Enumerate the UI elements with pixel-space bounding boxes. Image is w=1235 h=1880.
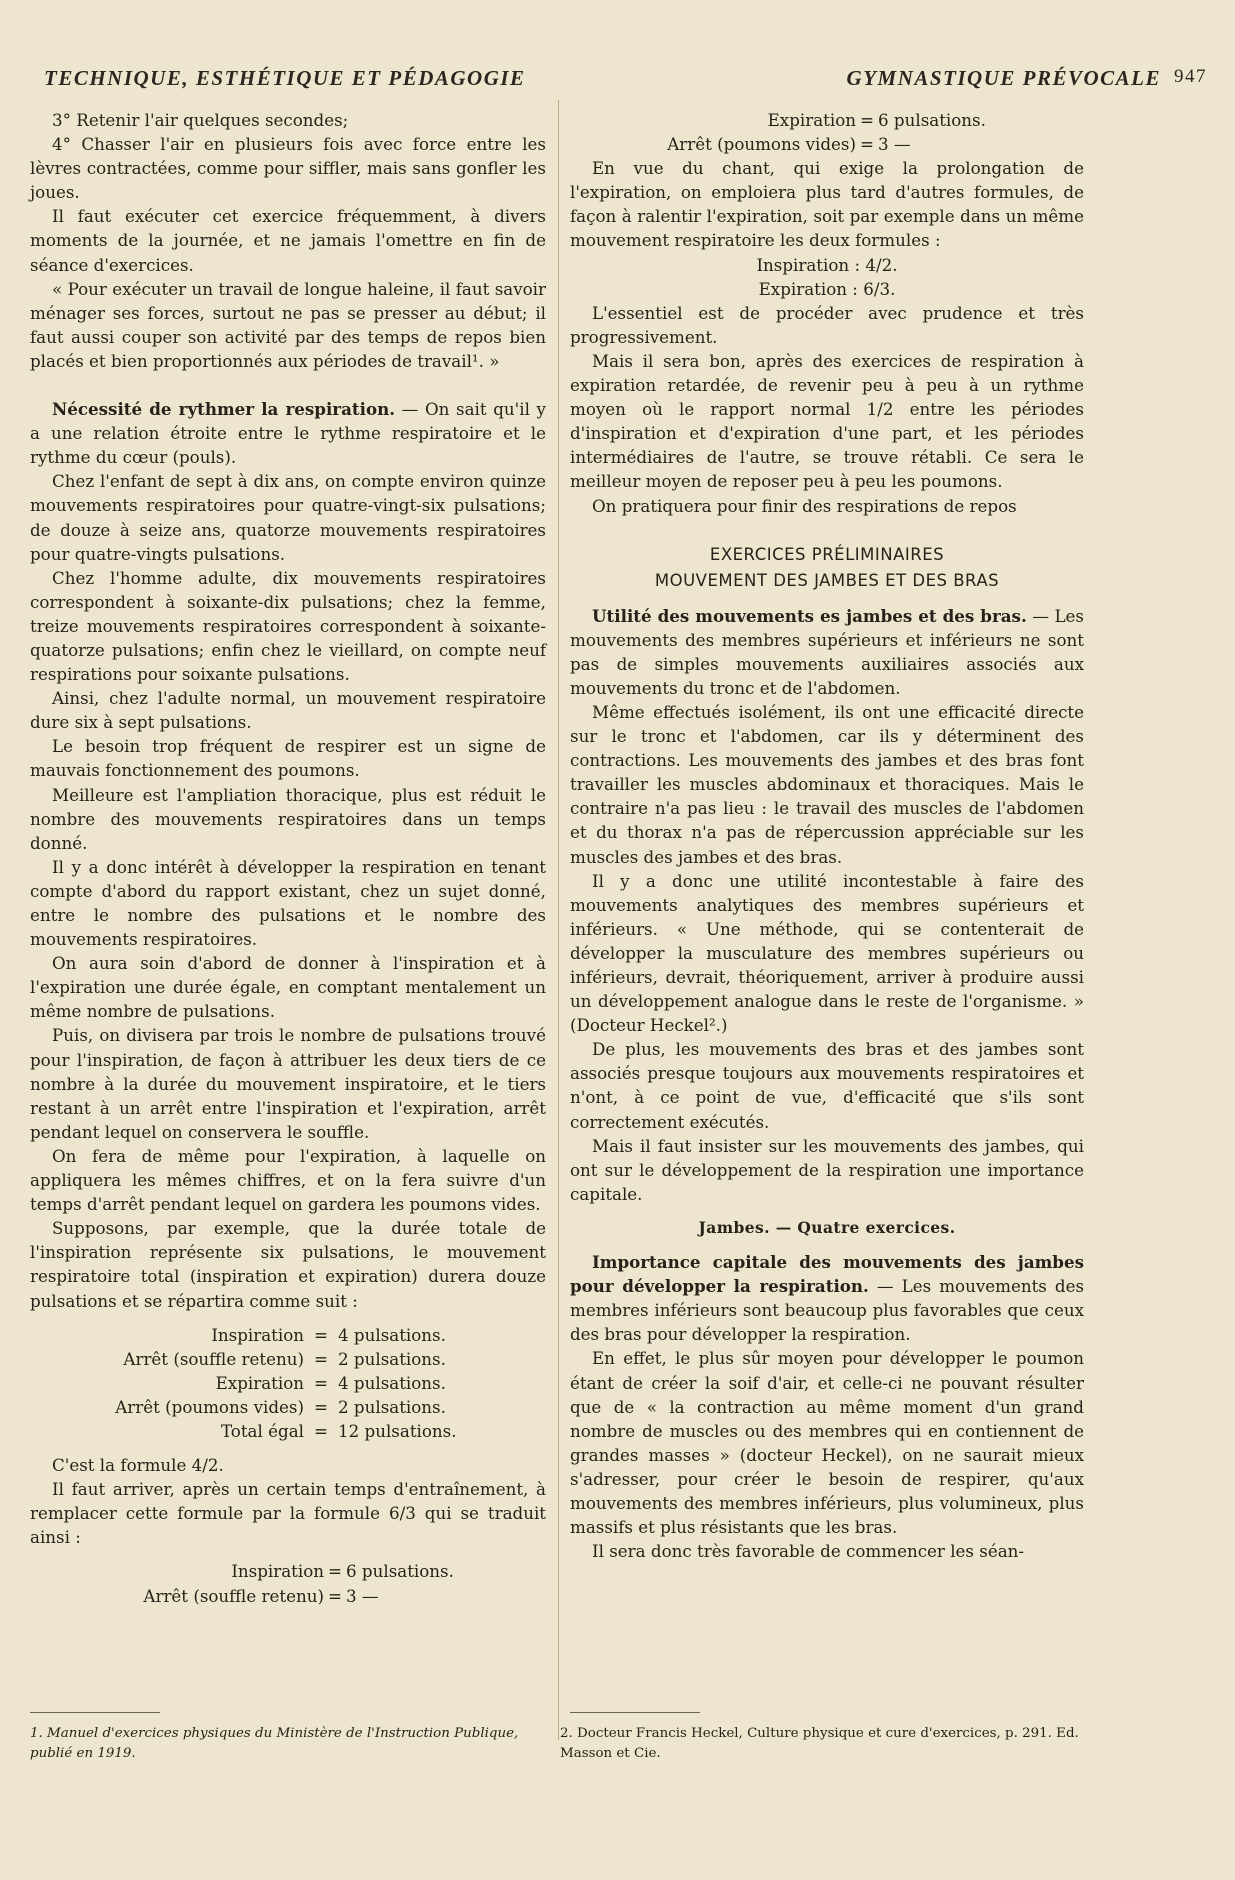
footnote-rule: [30, 1712, 160, 1713]
formula-label: Arrêt (souffle retenu): [143, 1585, 324, 1606]
paragraph: [570, 1250, 1084, 1346]
footnote-rule: [570, 1712, 700, 1713]
paragraph: C'est la formule 4/2.: [52, 1455, 224, 1476]
paragraph: Puis, on divisera par trois le nombre de pulsations trouvé pour l'inspiration, de façon à attribuer les deux tiers de ce nombre à la durée du mouvement inspiratoire, et le tiers restant à un arrêt entre l'inspiration et l'expiration, arrêt pendant lequel on conservera le souffle.: [30, 1025, 546, 1142]
formula-value: 6 pulsations.: [346, 1561, 454, 1582]
paragraph: Il y a donc une utilité incontestable à faire des mouvements analytiques des membres supérieurs et inférieurs. « Une méthode, qui se contenterait de développer la musculature des membres supérieurs ou inférieurs, devrait, théoriquement, arriver à produire aussi un développement analogue dans le reste de l'organisme. » (Docteur Heckel².): [570, 870, 1084, 1036]
paragraph: 4° Chasser l'air en plusieurs fois avec force entre les lèvres contractées, comme pour siffler, mais sans gonfler les joues.: [30, 134, 546, 203]
formula-value: 3 —: [878, 134, 911, 155]
paragraph-text: — Les mouvements des membres supérieurs et inférieurs ne sont pas de simples mouvements auxiliaires associés aux mouvements du tronc et de l'abdomen.: [570, 605, 1084, 698]
formula-row: Inspiration = 6 pulsations.: [30, 1559, 546, 1583]
paragraph: Supposons, par exemple, que la durée totale de l'inspiration représente six pulsations, le mouvement respiratoire total (inspiration et expiration) durera douze pulsations et se répartira comme suit :: [30, 1218, 546, 1311]
formula-row: Arrêt (poumons vides) = 2 pulsations.: [30, 1395, 546, 1419]
paragraph-text: — On sait qu'il y a une relation étroite entre le rythme respiratoire et le rythme du cœur (pouls).: [30, 399, 546, 468]
formula-label: Inspiration: [231, 1561, 324, 1582]
run-in-heading: Nécessité de rythmer la respiration.: [52, 399, 396, 420]
formula-label: Arrêt (souffle retenu): [123, 1348, 304, 1369]
paragraph: En effet, le plus sûr moyen pour développer le poumon étant de créer la soif d'air, et celle-ci ne pouvant résulter que de « la contraction au même moment d'un grand nombre de muscles ou des membres qui en contiennent de grandes masses » (docteur Heckel), on ne saurait mieux s'adresser, pour créer le besoin de respirer, qu'aux mouvements des membres inférieurs, plus volumineux, plus massifs et plus résistants que les bras.: [570, 1348, 1084, 1538]
paragraph: [30, 397, 546, 469]
paragraph: Le besoin trop fréquent de respirer est un signe de mauvais fonctionnement des poumons.: [30, 736, 546, 781]
paragraph: Meilleure est l'ampliation thoracique, plus est réduit le nombre des mouvements respiratoires dans un temps donné.: [30, 784, 546, 853]
formula-row: Arrêt (souffle retenu) = 2 pulsations.: [30, 1347, 546, 1371]
page-number: 947: [1174, 66, 1207, 87]
header-right-title: GYMNASTIQUE PRÉVOCALE: [846, 66, 1161, 90]
formula-6-3: [30, 1559, 546, 1607]
paragraph-text: — Les mouvements des membres inférieurs sont beaucoup plus favorables que ceux des bras pour développer la respiration.: [570, 1276, 1085, 1345]
formula-4-2: [30, 1323, 546, 1443]
paragraph: Chez l'enfant de sept à dix ans, on compte environ quinze mouvements respiratoires pour quatre-vingt-six pulsations; de douze à seize ans, quatorze mouvements respiratoires pour quatre-vingts pulsations.: [30, 471, 546, 564]
formula-value: 3 —: [346, 1585, 379, 1606]
section-subtitle: MOUVEMENT DES JAMBES ET DES BRAS: [654, 570, 1000, 590]
paragraph: Chez l'homme adulte, dix mouvements respiratoires correspondent à soixante-dix pulsations; chez la femme, treize mouvements respiratoires correspondent à soixante-quatorze pulsations; enfin chez le vieillard, on compte neuf respirations pour soixante pulsations.: [30, 567, 546, 685]
formula-value: 2 pulsations.: [338, 1396, 446, 1417]
formula-value: 2 pulsations.: [338, 1348, 446, 1369]
paragraph: En vue du chant, qui exige la prolongation de l'expiration, on emploiera plus tard d'autres formules, de façon à ralentir l'expiration, soit par exemple dans un même mouvement respiratoire les deux formules :: [570, 158, 1084, 251]
formula-value: 12 pulsations.: [338, 1420, 457, 1441]
running-header: [44, 66, 1207, 96]
column-divider: [558, 100, 559, 1740]
paragraph: « Pour exécuter un travail de longue haleine, il faut savoir ménager ses forces, surtout ne pas se presser au début; il faut aussi couper son activité par des temps de repos bien placés et bien proportionnés aux périodes de travail¹. »: [30, 278, 546, 371]
formula-row: Inspiration = 4 pulsations.: [30, 1323, 546, 1347]
paragraph: De plus, les mouvements des bras et des jambes sont associés presque toujours aux mouvements respiratoires et n'ont, à ce point de vue, d'efficacité que s'ils sont correctement exécutés.: [570, 1039, 1084, 1132]
section-title: EXERCICES PRÉLIMINAIRES: [709, 544, 945, 564]
paragraph: Il faut exécuter cet exercice fréquemment, à divers moments de la journée, et ne jamais l'omettre en fin de séance d'exercices.: [30, 206, 546, 275]
paragraph: Mais il sera bon, après des exercices de respiration à expiration retardée, de revenir peu à peu à un rythme moyen où le rapport normal 1/2 entre les périodes d'inspiration et d'expiration d'une part, et les périodes intermédiaires de l'autre, se trouve rétabli. Ce sera le meilleur moyen de reposer peu à peu les poumons.: [570, 350, 1084, 492]
formula-row: Expiration = 4 pulsations.: [30, 1371, 546, 1395]
run-in-heading: Importance capitale des mouvements des jambes pour développer la respiration.: [570, 1252, 1084, 1297]
paragraph: Il y a donc intérêt à développer la respiration en tenant compte d'abord du rapport existant, chez un sujet donné, entre le nombre des pulsations et le nombre des mouvements respiratoires.: [30, 856, 546, 950]
formula-row: Total égal = 12 pulsations.: [30, 1419, 546, 1443]
formula-line: Inspiration : 4/2.: [756, 254, 898, 275]
header-left-title: TECHNIQUE, ESTHÉTIQUE ET PÉDAGOGIE: [44, 66, 526, 90]
paragraph: On aura soin d'abord de donner à l'inspiration et à l'expiration une durée égale, en comptant mentalement un même nombre de pulsations.: [30, 953, 546, 1022]
formula-label: Expiration: [767, 110, 856, 130]
paragraph: Il faut arriver, après un certain temps d'entraînement, à remplacer cette formule par la formule 6/3 qui se traduit ainsi :: [30, 1479, 546, 1548]
formula-label: Arrêt (poumons vides): [115, 1396, 304, 1417]
run-in-heading: Utilité des mouvements es jambes et des bras.: [592, 605, 1027, 626]
formula-label: Inspiration: [211, 1324, 304, 1345]
formula-value: 4 pulsations.: [338, 1372, 446, 1393]
formula-row: Arrêt (souffle retenu) = 3 —: [30, 1584, 546, 1608]
footnote-1: 1. Manuel d'exercices physiques du Ministère de l'Instruction Publique, publié en 1919.: [30, 1726, 519, 1761]
paragraph: Même effectués isolément, ils ont une efficacité directe sur le tronc et l'abdomen, car ils y déterminent des contractions. Les mouvements des jambes et des bras font travailler les muscles abdominaux et thoraciques. Mais le contraire n'a pas lieu : le travail des muscles de l'abdomen et du thorax n'a pas de répercussion appréciable sur les muscles des jambes et des bras.: [570, 701, 1084, 867]
footnote-2: 2. Docteur Francis Heckel, Culture physique et cure d'exercices, p. 291. Ed. Masson et Cie.: [560, 1726, 1079, 1761]
left-column: [30, 108, 546, 1608]
formula-value: 4 pulsations.: [338, 1324, 446, 1345]
formula-row: Arrêt (poumons vides) = 3 —: [570, 132, 1084, 156]
paragraph: Mais il faut insister sur les mouvements des jambes, qui ont sur le développement de la respiration une importance capitale.: [570, 1135, 1084, 1204]
paragraph: L'essentiel est de procéder avec prudence et très progressivement.: [570, 302, 1084, 347]
paragraph: 3° Retenir l'air quelques secondes;: [52, 110, 349, 130]
paragraph: On fera de même pour l'expiration, à laquelle on appliquera les mêmes chiffres, et on la fera suivre d'un temps d'arrêt pendant lequel on gardera les poumons vides.: [30, 1145, 546, 1215]
formula-line: Expiration : 6/3.: [758, 278, 896, 299]
paragraph: On pratiquera pour finir des respirations de repos: [592, 495, 1017, 516]
formula-value: 6 pulsations.: [878, 110, 986, 130]
formula-6-3-continued: [570, 108, 1084, 156]
formula-label: Arrêt (poumons vides): [667, 134, 856, 155]
right-column: [570, 108, 1084, 1563]
subsection-heading: Jambes. — Quatre exercices.: [698, 1217, 956, 1237]
formula-label: Expiration: [215, 1372, 304, 1393]
formula-label: Total égal: [220, 1420, 304, 1441]
formula-row: Expiration = 6 pulsations.: [570, 108, 1084, 132]
paragraph: Il sera donc très favorable de commencer les séan-: [592, 1541, 1025, 1562]
paragraph: Ainsi, chez l'adulte normal, un mouvement respiratoire dure six à sept pulsations.: [30, 688, 546, 733]
paragraph: [570, 604, 1084, 700]
